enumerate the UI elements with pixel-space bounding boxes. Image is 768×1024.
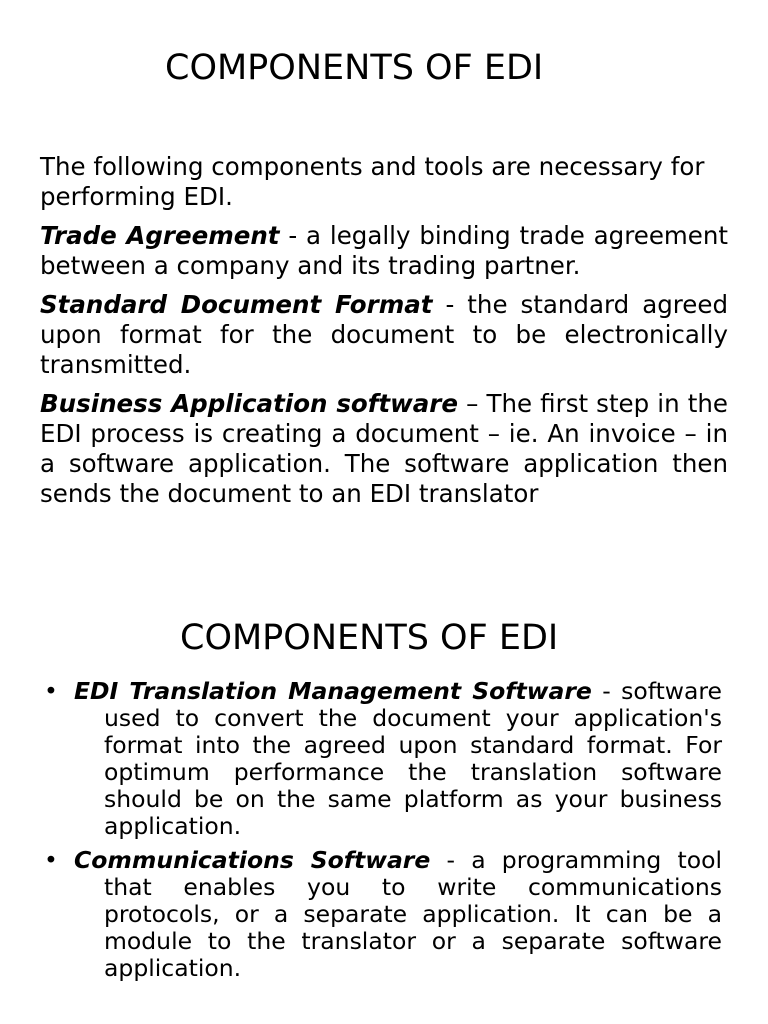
component-paragraph-business-application-software — [40, 389, 728, 509]
component-bullet-list — [44, 678, 722, 989]
component-description: - a programming tool that enables you to write communications protocols, or a separate application. It can be a module to the translator or a separate software application. — [104, 846, 722, 982]
component-description: - software used to convert the document your application's format into the agreed upon standard format. For optimum performance the translation software should be on the same platform as your business application. — [104, 677, 723, 840]
bullet-item-translation-software — [44, 678, 722, 840]
component-description: – The first step in the EDI process is creating a document – ie. An invoice – in a software application. The software application then sends the document to an EDI translator — [40, 389, 728, 508]
component-term: Standard Document Format — [40, 290, 433, 319]
component-paragraph-trade-agreement — [40, 221, 728, 281]
slide-body — [40, 152, 728, 518]
component-description: - a legally binding trade agreement between a company and its trading partner. — [40, 221, 728, 280]
component-term: Business Application software — [40, 389, 458, 418]
component-description: - the standard agreed upon format for the document to be electronically transmitted. — [40, 290, 728, 379]
slide-title: COMPONENTS OF EDI — [165, 48, 544, 88]
bullet-icon: • — [44, 846, 58, 874]
component-term: EDI Translation Management Software — [74, 677, 592, 705]
slide-title: COMPONENTS OF EDI — [180, 618, 559, 658]
component-term: Trade Agreement — [40, 221, 280, 250]
intro-paragraph: The following components and tools are necessary for performing EDI. — [40, 152, 705, 211]
bullet-icon: • — [44, 677, 58, 705]
bullet-item-communications-software — [44, 847, 722, 982]
component-paragraph-standard-document-format — [40, 290, 728, 380]
slide-components-of-edi-2 — [0, 600, 768, 1024]
component-term: Communications Software — [74, 846, 431, 874]
